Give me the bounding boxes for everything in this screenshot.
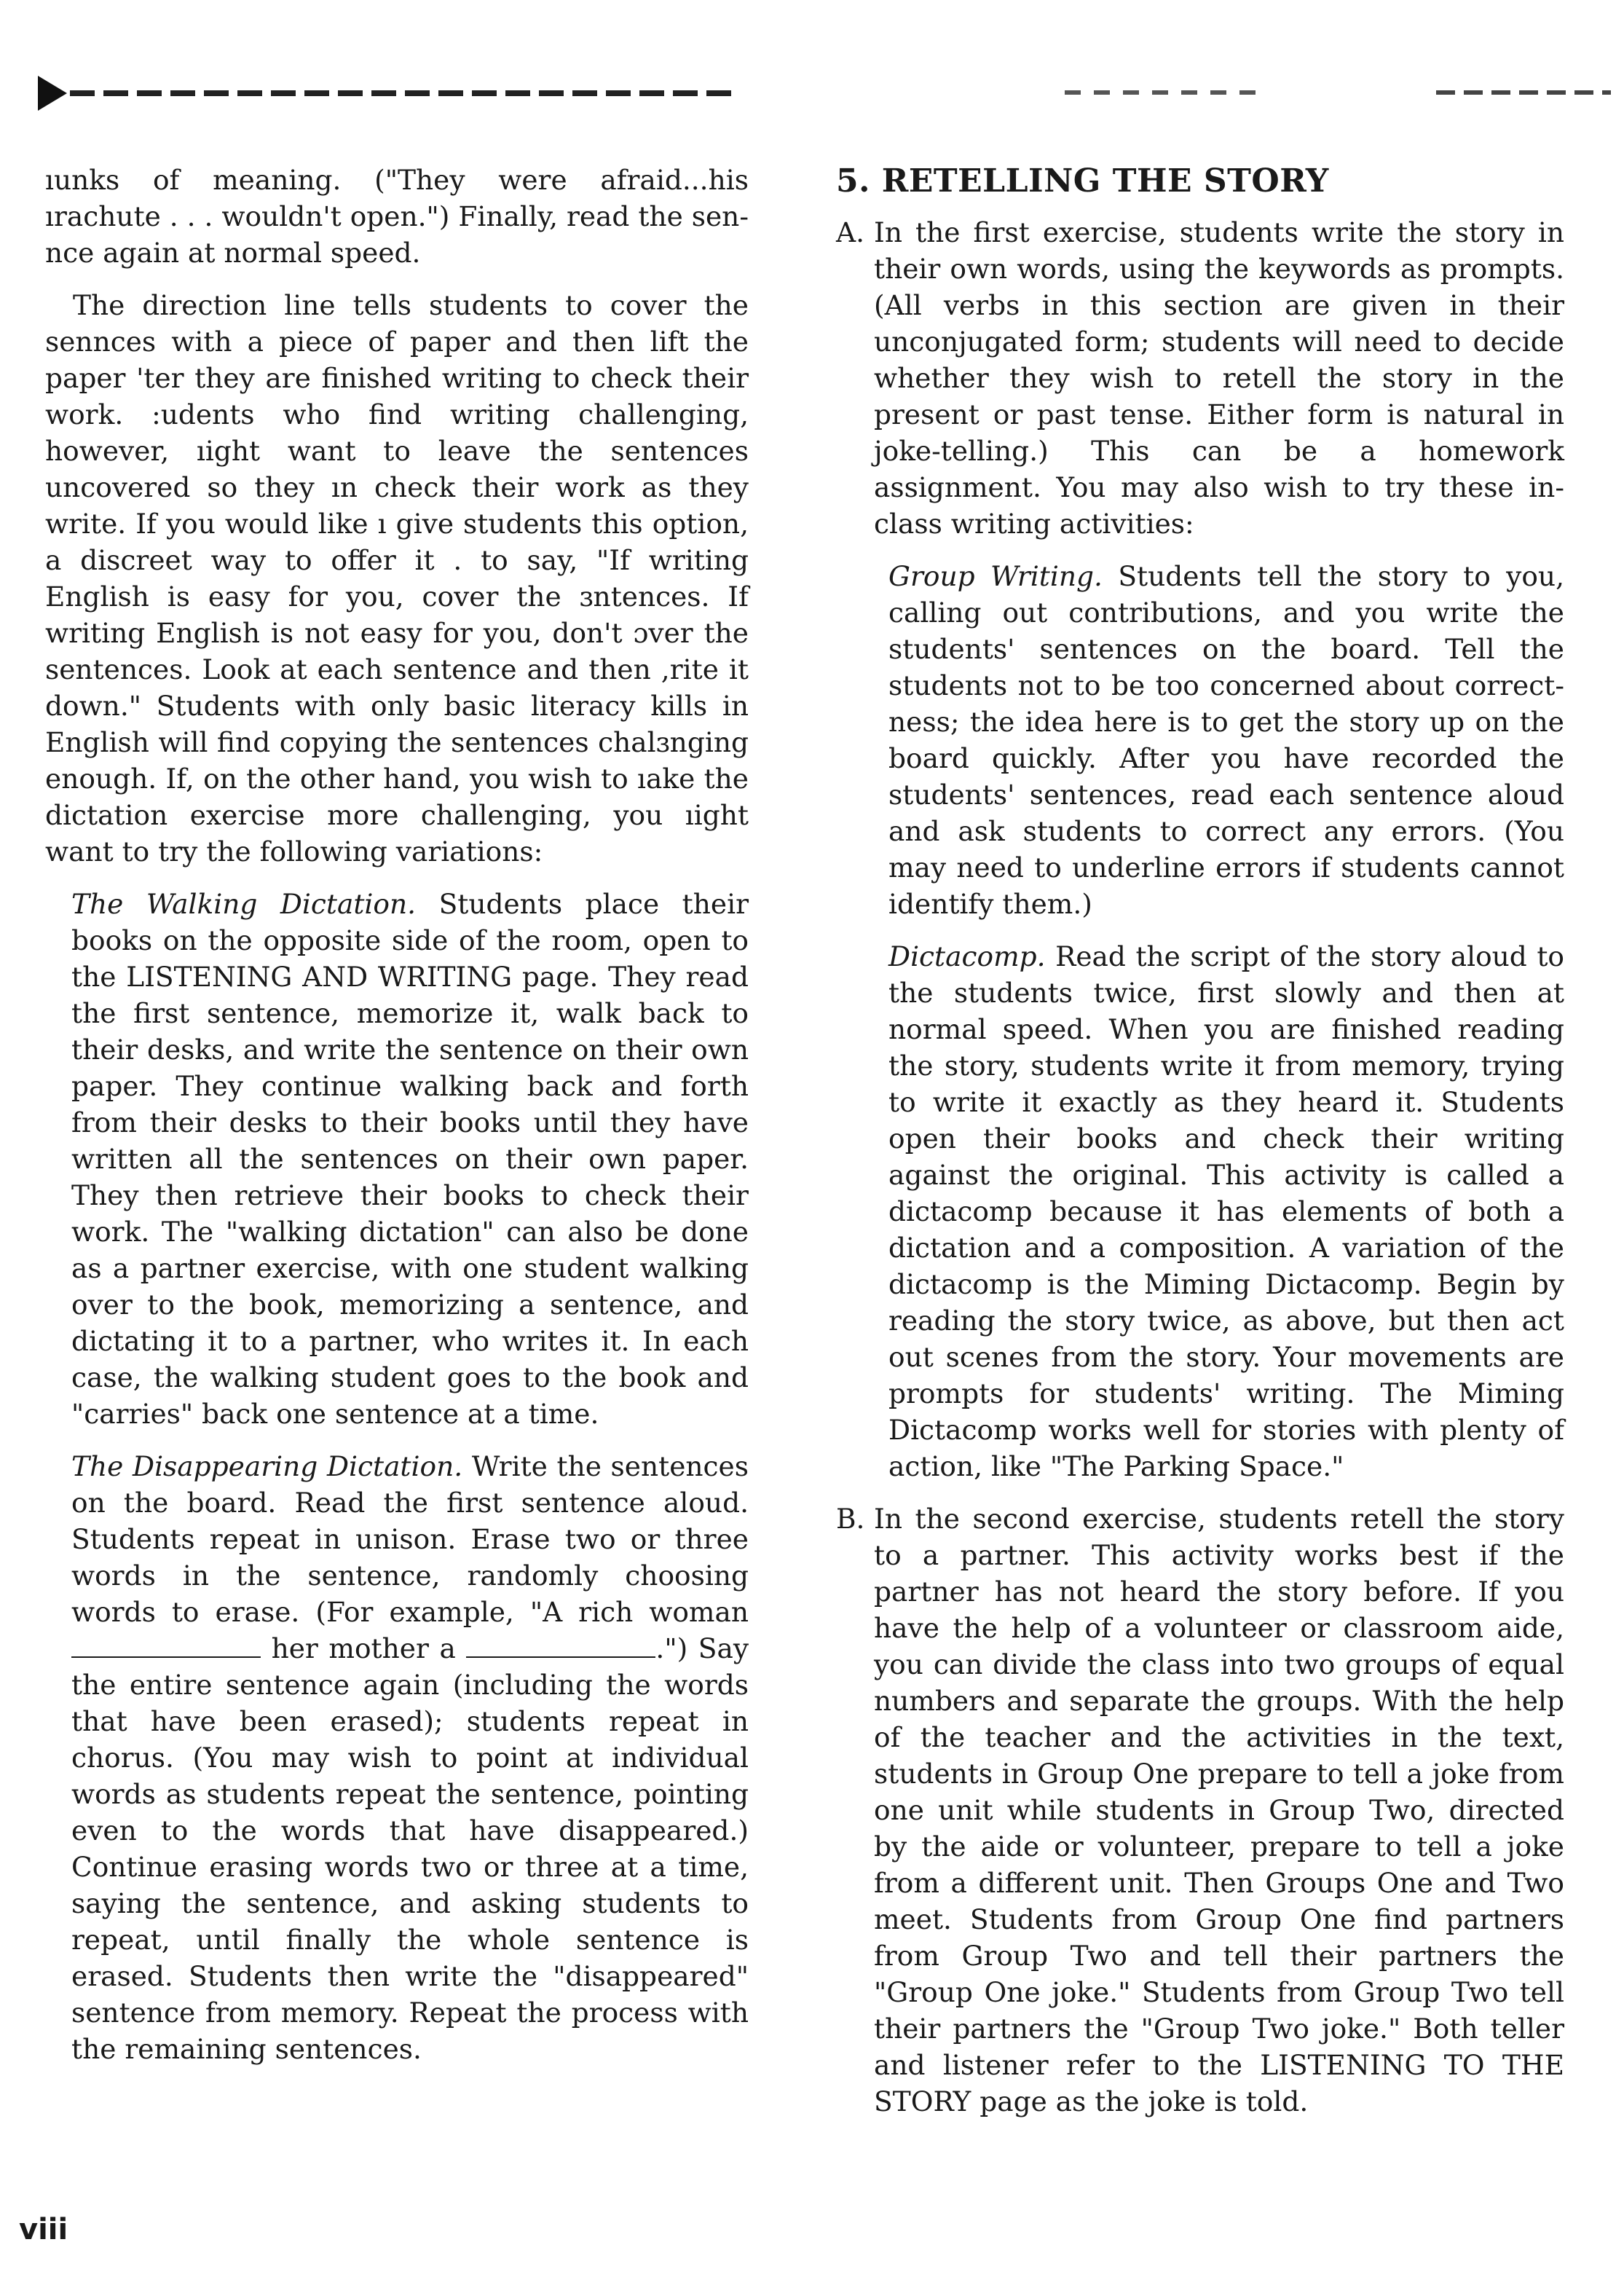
group-writing-title: Group Writing. xyxy=(888,560,1103,592)
dictacomp-body: Read the script of the story aloud to the students twice, first slowly and then at normal speed. When you are finished reading the story, students write it from memory, trying to write it exactly as they heard it. Students open their books and check their writing against the original. This activity is called a dictacomp because it has elements of both a dictation and a composition. A variation of the dictacomp is the Miming Dictacomp. Begin by reading the story twice, as above, but then act out scenes from the story. Your movements are prompts for students' writing. The Miming Dictacomp works well for stories with plenty of action, like "The Parking Space." xyxy=(888,940,1565,1482)
paragraph-chunks-of-meaning: ıunks of meaning. ("They were afraid...his ırachute . . . wouldn't open.") Finally, read the sennce again at normal speed. xyxy=(45,164,749,269)
disappearing-dictation-body-b: her mother a xyxy=(271,1632,456,1664)
item-a-text: In the first exercise, students write the story in their own words, using the keywords as prompts. (All verbs in this section are given in their unconjugated form; students will need to decide whether they wish to retell the story in the present or past tense. Either form is natural in joke-telling.) This can be a homework assignment. You may also wish to try these in-class writing activities: xyxy=(874,216,1564,540)
dashed-rule-left xyxy=(70,90,740,96)
group-writing-body: Students tell the story to you, calling out contributions, and you write the students' sentences on the board. Tell the students not to be too concerned about correctness; the idea here is to get the story up on the board quickly. After you have recorded the students' sentences, read each sentence aloud and ask students to correct any errors. (You may need to underline errors if students cannot identify them.) xyxy=(888,560,1564,920)
disappearing-dictation-body-d: Say the entire sentence again (including the words that have been erased); students repeat in chorus. (You may wish to point at individual words as students repeat the sentence, pointing even to the words that have disappeared.) Continue erasing words two or three at a time, saying the sentence, and asking students to repeat, until finally the whole sentence is erased. Students then write the "disappeared" sentence from memory. Repeat the process with the remaining sentences. xyxy=(71,1632,749,2065)
item-b-text: In the second exercise, students retell the story to a partner. This activity works best if the partner has not heard the story before. If you have the help of a volunteer or classroom aide, you can divide the class into two groups of equal numbers and separate the groups. With the help of the teacher and the activities in the text, students in Group One prepare to tell a joke from one unit while students in Group Two, directed by the aide or volunteer, prepare to tell a joke from a different unit. Then Groups One and Two meet. Students from Group One find partners from Group Two and tell their partners the "Group One joke." Students from Group Two tell their partners the "Group Two joke." Both teller and listener refer to the LISTENING TO THE STORY page as the joke is told. xyxy=(874,1503,1564,2117)
disappearing-dictation-body-c: .") xyxy=(655,1632,688,1664)
dashed-rule-right-faint xyxy=(1065,90,1269,95)
right-column xyxy=(836,162,1564,2136)
item-a xyxy=(836,214,1564,1484)
item-a-letter: A. xyxy=(836,216,865,248)
header-rule xyxy=(38,70,1574,114)
item-b-letter: B. xyxy=(836,1503,865,1535)
disappearing-dictation-title: The Disappearing Dictation. xyxy=(71,1450,463,1482)
item-b xyxy=(836,1501,1564,2120)
paragraph-group-writing xyxy=(888,558,1564,922)
section-heading: 5. RETELLING THE STORY xyxy=(836,162,1329,200)
dashed-rule-right xyxy=(1436,90,1611,95)
paragraph-direction-line: The direction line tells students to cover the sennces with a piece of paper and then lift the paper 'ter they are finished writing to check their work. :udents who find writing challenging, however, ıight want to leave the sentences uncovered so they ın check their work as they write. If you would like ı give students this option, a discreet way to offer it . to say, "If writing English is easy for you, cover the ɜntences. If writing English is not easy for you, don't ɔver the sentences. Look at each sentence and then ,rite it down." Students with only basic literacy kills in English will find copying the sentences chalɜnging enough. If, on the other hand, you wish to ıake the dictation exercise more challenging, you ıight want to try the following variations: xyxy=(45,289,749,868)
paragraph-walking-dictation xyxy=(71,886,749,1432)
paragraph-disappearing-dictation xyxy=(71,1448,749,2067)
dictacomp-title: Dictacomp. xyxy=(888,940,1046,972)
blank-line-1 xyxy=(71,1635,261,1658)
blank-line-2 xyxy=(466,1635,655,1658)
left-column xyxy=(45,162,749,2083)
disappearing-dictation-body-a: Write the sentences on the board. Read the first sentence aloud. Students repeat in unison. Erase two or three words in the sentence, randomly choosing words to erase. (For example, "A rich woman xyxy=(71,1450,749,1628)
walking-dictation-body: Students place their books on the opposite side of the room, open to the LISTENING AND WRITING page. They read the first sentence, memorize it, walk back to their desks, and write the sentence on their own paper. They continue walking back and forth from their desks to their books until they have written all the sentences on their own paper. They then retrieve their books to check their work. The "walking dictation" can also be done as a partner exercise, with one student walking over to the book, memorizing a sentence, and dictating it to a partner, who writes it. In each case, the walking student goes to the book and "carries" back one sentence at a time. xyxy=(71,888,749,1430)
page-number: viii xyxy=(19,2213,68,2246)
arrow-marker-icon xyxy=(38,76,67,111)
paragraph-dictacomp xyxy=(888,938,1564,1484)
walking-dictation-title: The Walking Dictation. xyxy=(71,888,417,920)
